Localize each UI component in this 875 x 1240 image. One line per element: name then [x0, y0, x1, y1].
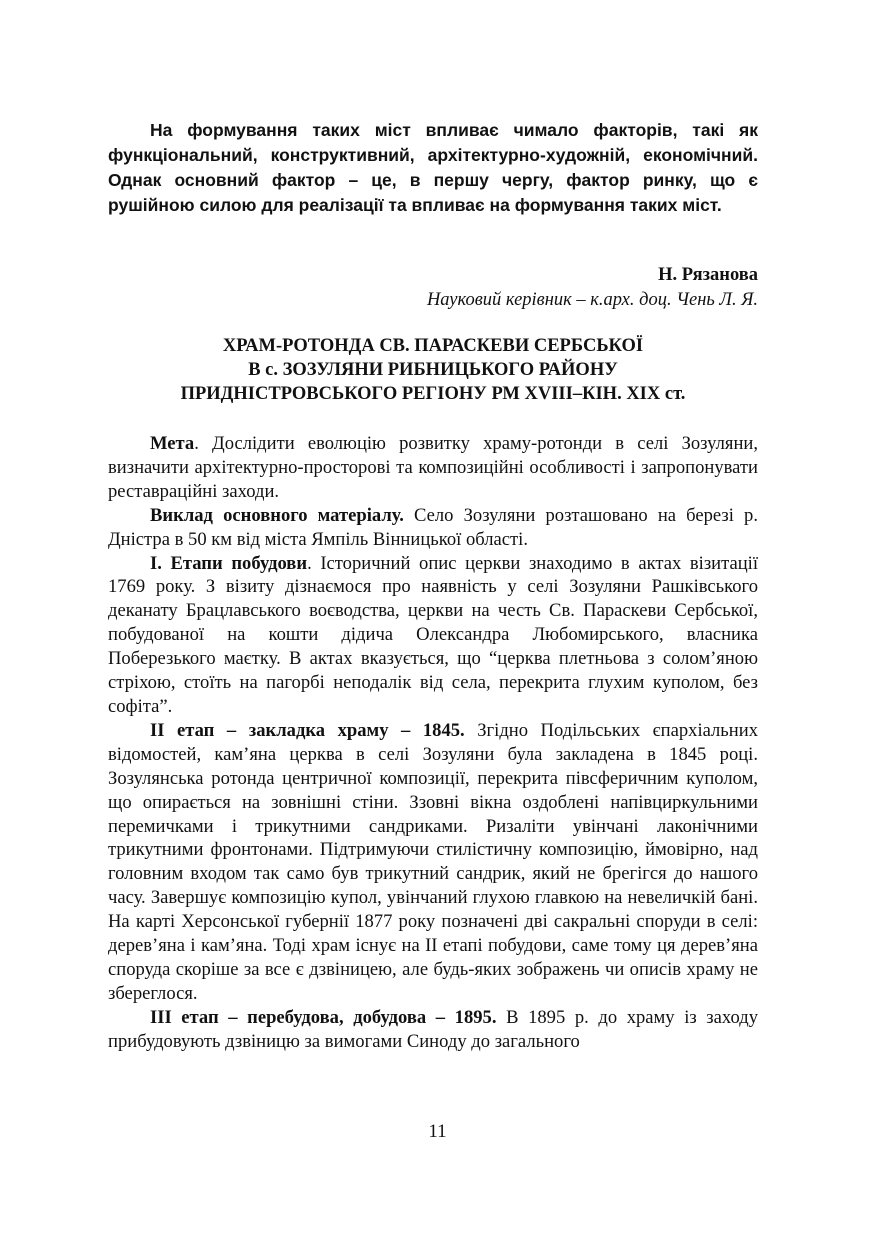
paragraph-stage-1: [108, 552, 758, 719]
paragraph-text: . Історичний опис церкви знаходимо в актах візитації 1769 року. З візиту дізнаємося про наявність у селі Зозуляни Рашківського деканату Брацлавського воєводства, церкви на честь Св. Параскеви Сербської, побудованої на кошти дідича Олександра Любомирського, власника Поберезького маєтку. В актах вказується, що “церква плетньова з солом’яною стріхою, стоїть на пагорбі неподалік від села, перекрита глухим куполом, без софіта”.: [108, 552, 759, 717]
paragraph-text: Село Зозуляни розташовано на березі р. Дністра в 50 км від міста Ямпіль Вінницької області.: [108, 504, 758, 550]
paragraph-text: В 1895 р. до храму із заходу прибудовують дзвіницю за вимогами Синоду до загального: [108, 1006, 758, 1052]
title-line-3: ПРИДНІСТРОВСЬКОГО РЕГІОНУ РМ XVIII–КІН. XIX ст.: [180, 384, 686, 404]
paragraph-text: . Дослідити еволюцію розвитку храму-ротонди в селі Зозуляни, визначити архітектурно-просторові та композиційні особливості і запропонувати реставраційні заходи.: [108, 433, 758, 502]
paragraph-heading: Мета: [150, 433, 195, 454]
article-title: [108, 334, 758, 406]
paragraph-stage-3: [108, 1006, 758, 1054]
paragraph-heading: Виклад основного матеріалу.: [150, 504, 404, 526]
article-body: [108, 432, 758, 1054]
paragraph-text: Згідно Подільських єпархіальних відомостей, кам’яна церква в селі Зозуляни була закладена в 1845 році. Зозулянська ротонда центричної композиції, перекрита півсферичним куполом, що опирається на зовнішні стіни. Ззовні вікна оздоблені напівциркульними перемичками і трикутними сандриками. Ризаліти увінчані лаконічними трикутними фронтонами. Підтримуючи стилістичну композицію, ймовірно, над головним входом так само був трикутний сандрик, який не брегігся до нашого часу. Завершує композицію купол, увінчаний глухою главкою на невеличкій бані. На карті Херсонської губернії 1877 року позначені дві сакральні споруди в селі: дерев’яна і кам’яна. Тоді храм існує на II етапі побудови, саме тому ця дерев’яна споруда скоріше за все є дзвіницею, але будь-яких зображень чи описів храму не збереглося.: [108, 719, 758, 1004]
paragraph-heading: III етап – перебудова, добудова – 1895.: [150, 1006, 497, 1028]
paragraph-main-material: [108, 504, 758, 552]
paragraph-heading: I. Етапи побудови: [150, 552, 308, 574]
author-name: Н. Рязанова: [658, 265, 758, 285]
title-line-1: ХРАМ-РОТОНДА СВ. ПАРАСКЕВИ СЕРБСЬКОЇ: [222, 336, 644, 356]
intro-paragraph: На формування таких міст впливає чимало факторів, такі як функціональний, конструктивний, архітектурно-художній, економічний. Однак основний фактор – це, в першу чергу, фактор ринку, що є рушійною силою для реалізації та впливає на формування таких міст.: [108, 120, 758, 215]
paragraph-stage-2: [108, 719, 758, 1006]
paragraph-heading: II етап – закладка храму – 1845.: [150, 719, 465, 741]
scientific-advisor: Науковий керівник – к.арх. доц. Чень Л. Я.: [426, 290, 758, 310]
title-line-2: В с. ЗОЗУЛЯНИ РИБНИЦЬКОГО РАЙОНУ: [248, 360, 618, 380]
page-number: 11: [428, 1121, 447, 1142]
paragraph-goal: [108, 432, 758, 504]
